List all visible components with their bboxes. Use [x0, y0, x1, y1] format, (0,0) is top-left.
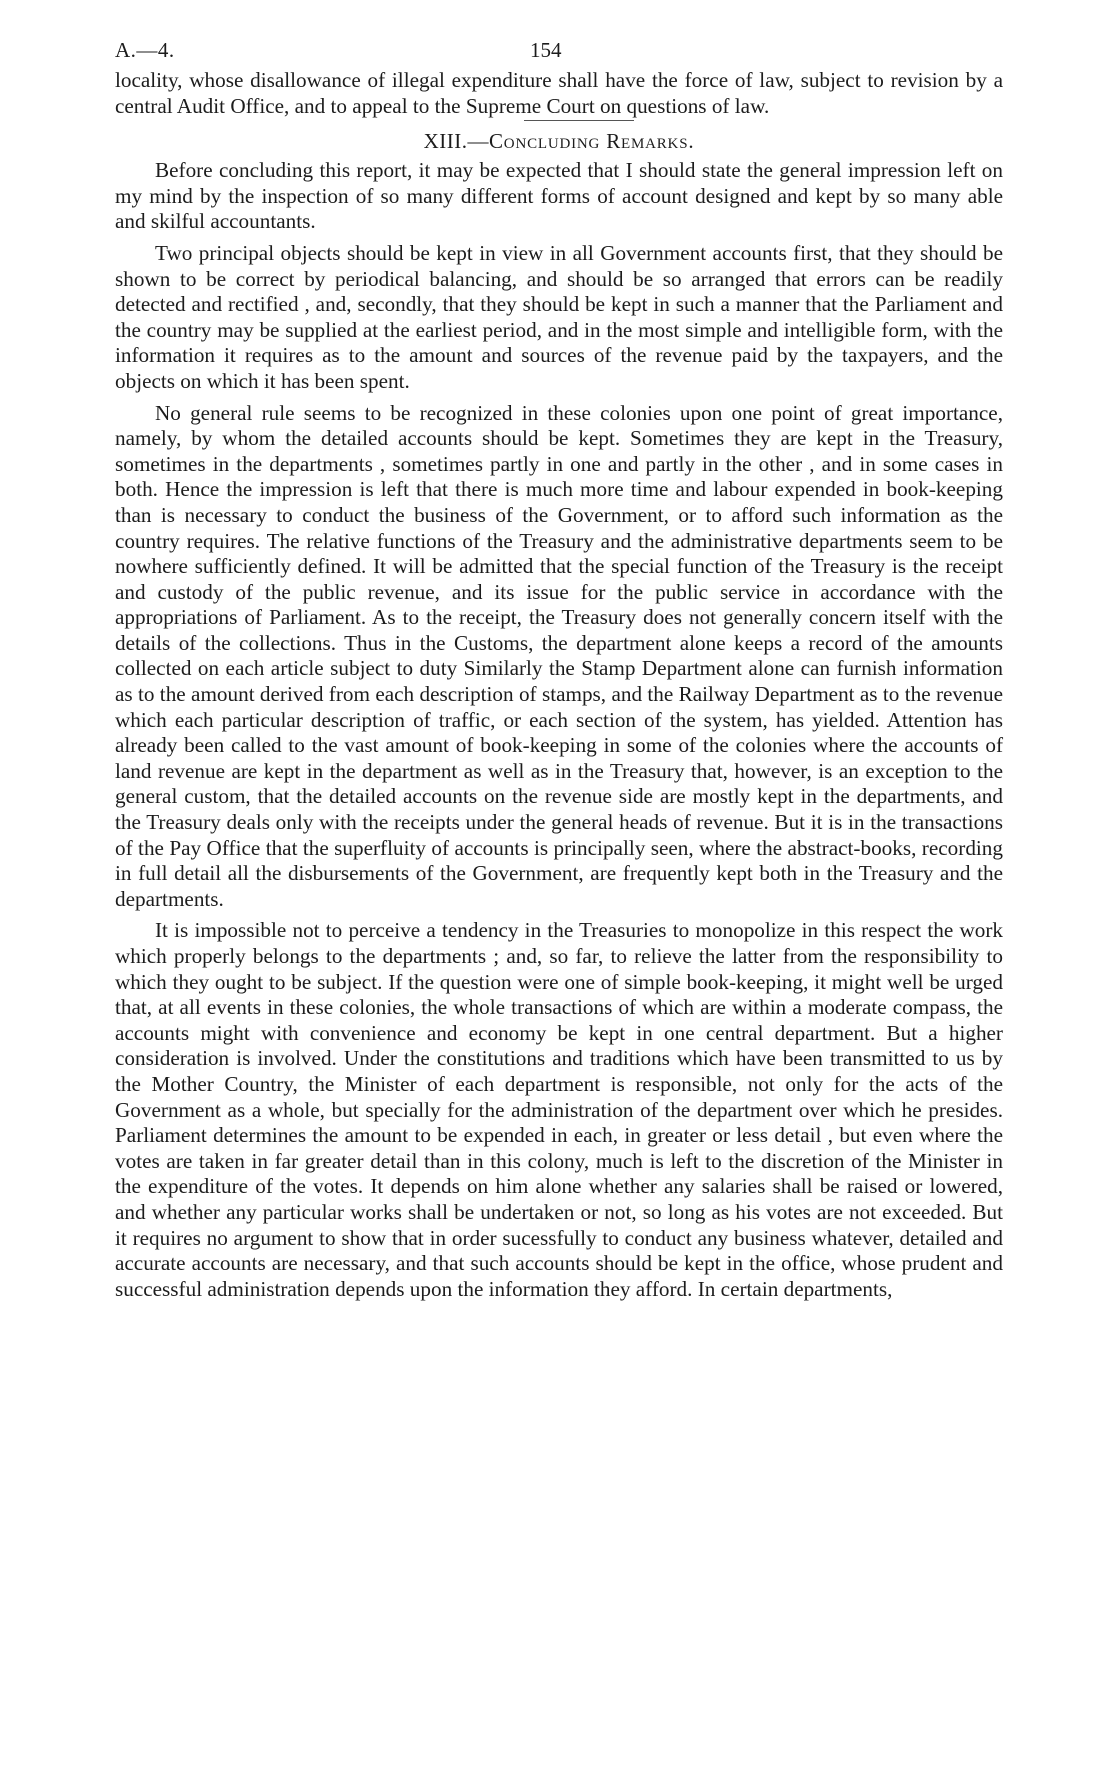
document-page — [115, 38, 1003, 1302]
section-heading — [115, 129, 1003, 154]
section-title: Concluding Remarks. — [489, 129, 695, 154]
body-paragraph: It is impossible not to perceive a tendency in the Treasuries to monopolize in this respect the work which properly belongs to the departments ; and, so far, to relieve the latter from the responsibility to which they ought to be subject. If the question were one of simple book-keeping, it might well be urged that, at all events in these colonies, the whole transactions of which are within a moderate compass, the accounts might with convenience and economy be kept in one central department. But a higher consideration is involved. Under the constitutions and traditions which have been transmitted to us by the Mother Country, the Minister of each department is responsible, not only for the acts of the Government as a whole, but specially for the administration of the department over which he presides. Parliament determines the amount to be expended in each, in greater or less detail , but even where the votes are taken in far greater detail than in this colony, much is left to the discretion of the Minister in the expenditure of the votes. It depends on him alone whether any salaries shall be raised or lowered, and whether any particular works shall be undertaken or not, so long as his votes are not exceeded. But it requires no argument to show that in order sucessfully to conduct any business whatever, detailed and accurate accounts are necessary, and that such accounts should be kept in the office, whose prudent and successful administration depends upon the information they afford. In certain departments, — [115, 918, 1003, 1301]
document-reference: A.—4. — [115, 38, 175, 62]
body-paragraph: Before concluding this report, it may be expected that I should state the general impression left on my mind by the inspection of so many different forms of account designed and kept by so many able and skilful accountants. — [115, 158, 1003, 234]
section-number: XIII.— — [423, 129, 489, 154]
running-header — [115, 38, 1003, 68]
continuation-paragraph: locality, whose disallowance of illegal expenditure shall have the force of law, subject to revision by a central Audit Office, and to appeal to the Supreme Court on questions of law. — [115, 68, 1003, 118]
section-divider — [524, 120, 634, 121]
body-paragraph: Two principal objects should be kept in view in all Government accounts first, that they should be shown to be correct by periodical balancing, and should be so arranged that errors can be readily detected and rectified , and, secondly, that they should be kept in such a manner that the Parliament and the country may be supplied at the earliest period, and in the most simple and intelligible form, with the information it requires as to the amount and sources of the revenue paid by the taxpayers, and the objects on which it has been spent. — [115, 240, 1003, 393]
page-number: 154 — [530, 38, 562, 62]
body-paragraph: No general rule seems to be recognized in these colonies upon one point of great importance, namely, by whom the detailed accounts should be kept. Sometimes they are kept in the Treasury, sometimes in the departments , sometimes partly in one and partly in the other , and in some cases in both. Hence the impression is left that there is much more time and labour expended in book-keeping than is necessary to conduct the business of the Government, or to afford such information as the country requires. The relative functions of the Treasury and the administrative departments seem to be nowhere sufficiently defined. It will be admitted that the special function of the Treasury is the receipt and custody of the public revenue, and its issue for the public service in accordance with the appropriations of Parliament. As to the receipt, the Treasury does not generally concern itself with the details of the collections. Thus in the Customs, the department alone keeps a record of the amounts collected on each article subject to duty Similarly the Stamp Department alone can furnish information as to the amount derived from each description of stamps, and the Railway Department as to the revenue which each particular description of traffic, or each section of the system, has yielded. Attention has already been called to the vast amount of book-keeping in some of the colonies where the accounts of land revenue are kept in the department as well as in the Treasury that, however, is an exception to the general custom, that the detailed accounts on the revenue side are mostly kept in the departments, and the Treasury deals only with the receipts under the general heads of revenue. But it is in the transactions of the Pay Office that the superfluity of accounts is principally seen, where the abstract-books, recording in full detail all the disbursements of the Government, are frequently kept both in the Treasury and the departments. — [115, 400, 1003, 911]
